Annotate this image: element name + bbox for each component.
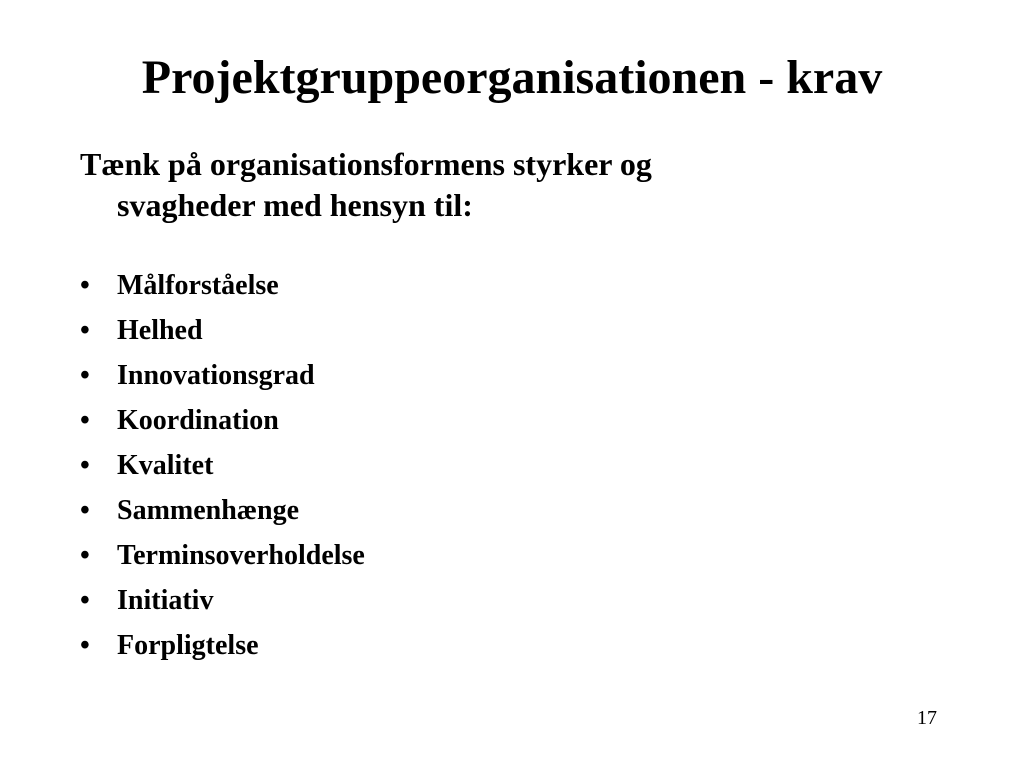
bullet-dot-icon: • — [80, 360, 90, 391]
bullet-dot-icon: • — [80, 495, 90, 526]
bullet-dot-icon: • — [80, 450, 90, 481]
bullet-text: Innovationsgrad — [117, 360, 315, 391]
slide-number: 17 — [917, 707, 937, 729]
bullet-text: Kvalitet — [117, 450, 214, 481]
bullet-dot-icon: • — [80, 315, 90, 346]
bullet-text: Terminsoverholdelse — [117, 540, 365, 571]
bullet-text: Målforståelse — [117, 270, 279, 301]
bullet-text: Initiativ — [117, 585, 214, 616]
intro-line-2: svagheder med hensyn til: — [117, 187, 473, 223]
bullet-dot-icon: • — [80, 405, 90, 436]
slide-title: Projektgruppeorganisationen - krav — [141, 51, 883, 104]
bullet-dot-icon: • — [80, 540, 90, 571]
intro-text — [80, 144, 940, 226]
bullet-dot-icon: • — [80, 585, 90, 616]
bullet-text: Sammenhænge — [117, 495, 300, 526]
intro-line-1: Tænk på organisationsformens styrker og — [80, 146, 652, 182]
bullet-dot-icon: • — [80, 270, 90, 301]
bullet-text: Helhed — [117, 315, 203, 346]
bullet-text: Forpligtelse — [117, 630, 259, 661]
bullet-text: Koordination — [117, 405, 279, 436]
bullet-dot-icon: • — [80, 630, 90, 661]
